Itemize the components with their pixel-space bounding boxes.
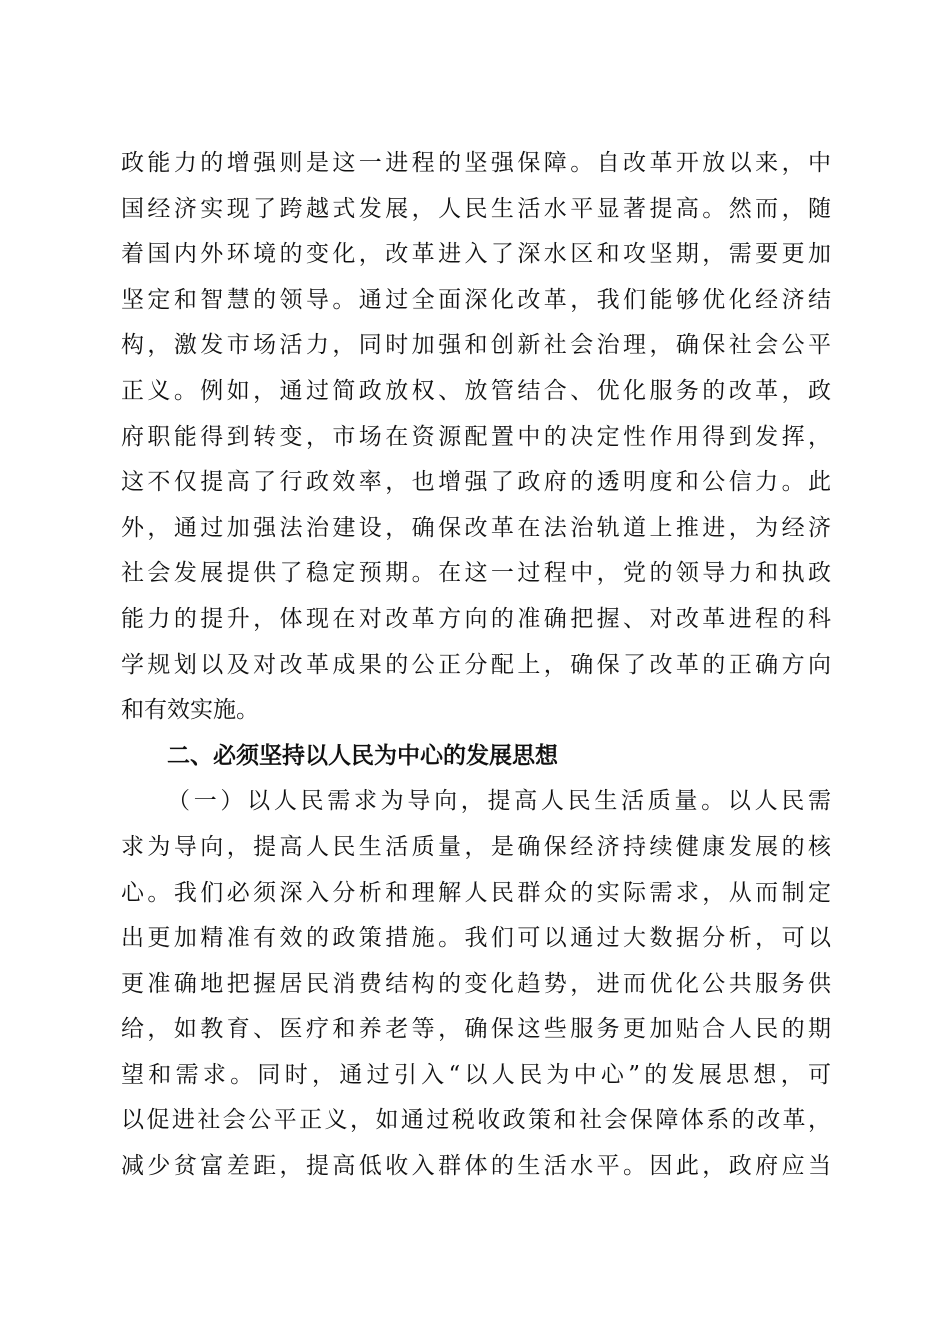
paragraph-1 [121, 141, 831, 734]
section-heading: 二、必须坚持以人民为中心的发展思想 [167, 742, 558, 769]
text-line: 学规划以及对改革成果的公正分配上，确保了改革的正确方向 [121, 651, 831, 678]
text-line: 政能力的增强则是这一进程的坚强保障。自改革开放以来，中 [121, 150, 831, 176]
text-line: 减少贫富差距，提高低收入群体的生活水平。因此，政府应当 [121, 1153, 831, 1180]
text-line: 更准确地把握居民消费结构的变化趋势，进而优化公共服务供 [121, 970, 831, 997]
document-body [121, 141, 831, 1190]
text-line: 外，通过加强法治建设，确保改革在法治轨道上推进，为经济 [121, 514, 831, 541]
text-line: 社会发展提供了稳定预期。在这一过程中，党的领导力和执政 [121, 560, 831, 587]
text-line: 心。我们必须深入分析和理解人民群众的实际需求，从而制定 [121, 879, 831, 906]
text-line: 能力的提升，体现在对改革方向的准确把握、对改革进程的科 [121, 605, 831, 632]
text-line: 给，如教育、医疗和养老等，确保这些服务更加贴合人民的期 [121, 1016, 831, 1043]
text-line: 求为导向，提高人民生活质量，是确保经济持续健康发展的核 [121, 833, 831, 860]
text-line: 这不仅提高了行政效率，也增强了政府的透明度和公信力。此 [121, 469, 831, 496]
paragraph-2 [121, 779, 831, 1189]
text-line: 构，激发市场活力，同时加强和创新社会治理，确保社会公平 [121, 332, 831, 359]
text-line: 出更加精准有效的政策措施。我们可以通过大数据分析，可以 [121, 925, 831, 952]
text-line: 以促进社会公平正义，如通过税收政策和社会保障体系的改革， [121, 1107, 831, 1134]
text-line-last: 和有效实施。 [121, 697, 259, 724]
text-line: 国经济实现了跨越式发展，人民生活水平显著提高。然而，随 [121, 195, 831, 222]
text-line: 正义。例如，通过简政放权、放管结合、优化服务的改革，政 [121, 377, 831, 404]
text-line: 坚定和智慧的领导。通过全面深化改革，我们能够优化经济结 [121, 286, 831, 313]
text-line: 府职能得到转变，市场在资源配置中的决定性作用得到发挥， [121, 423, 831, 450]
text-line: 着国内外环境的变化，改革进入了深水区和攻坚期，需要更加 [121, 241, 831, 268]
text-line-first: （一）以人民需求为导向，提高人民生活质量。以人民需 [167, 788, 831, 815]
text-line: 望和需求。同时，通过引入“以人民为中心”的发展思想，可 [121, 1061, 831, 1088]
